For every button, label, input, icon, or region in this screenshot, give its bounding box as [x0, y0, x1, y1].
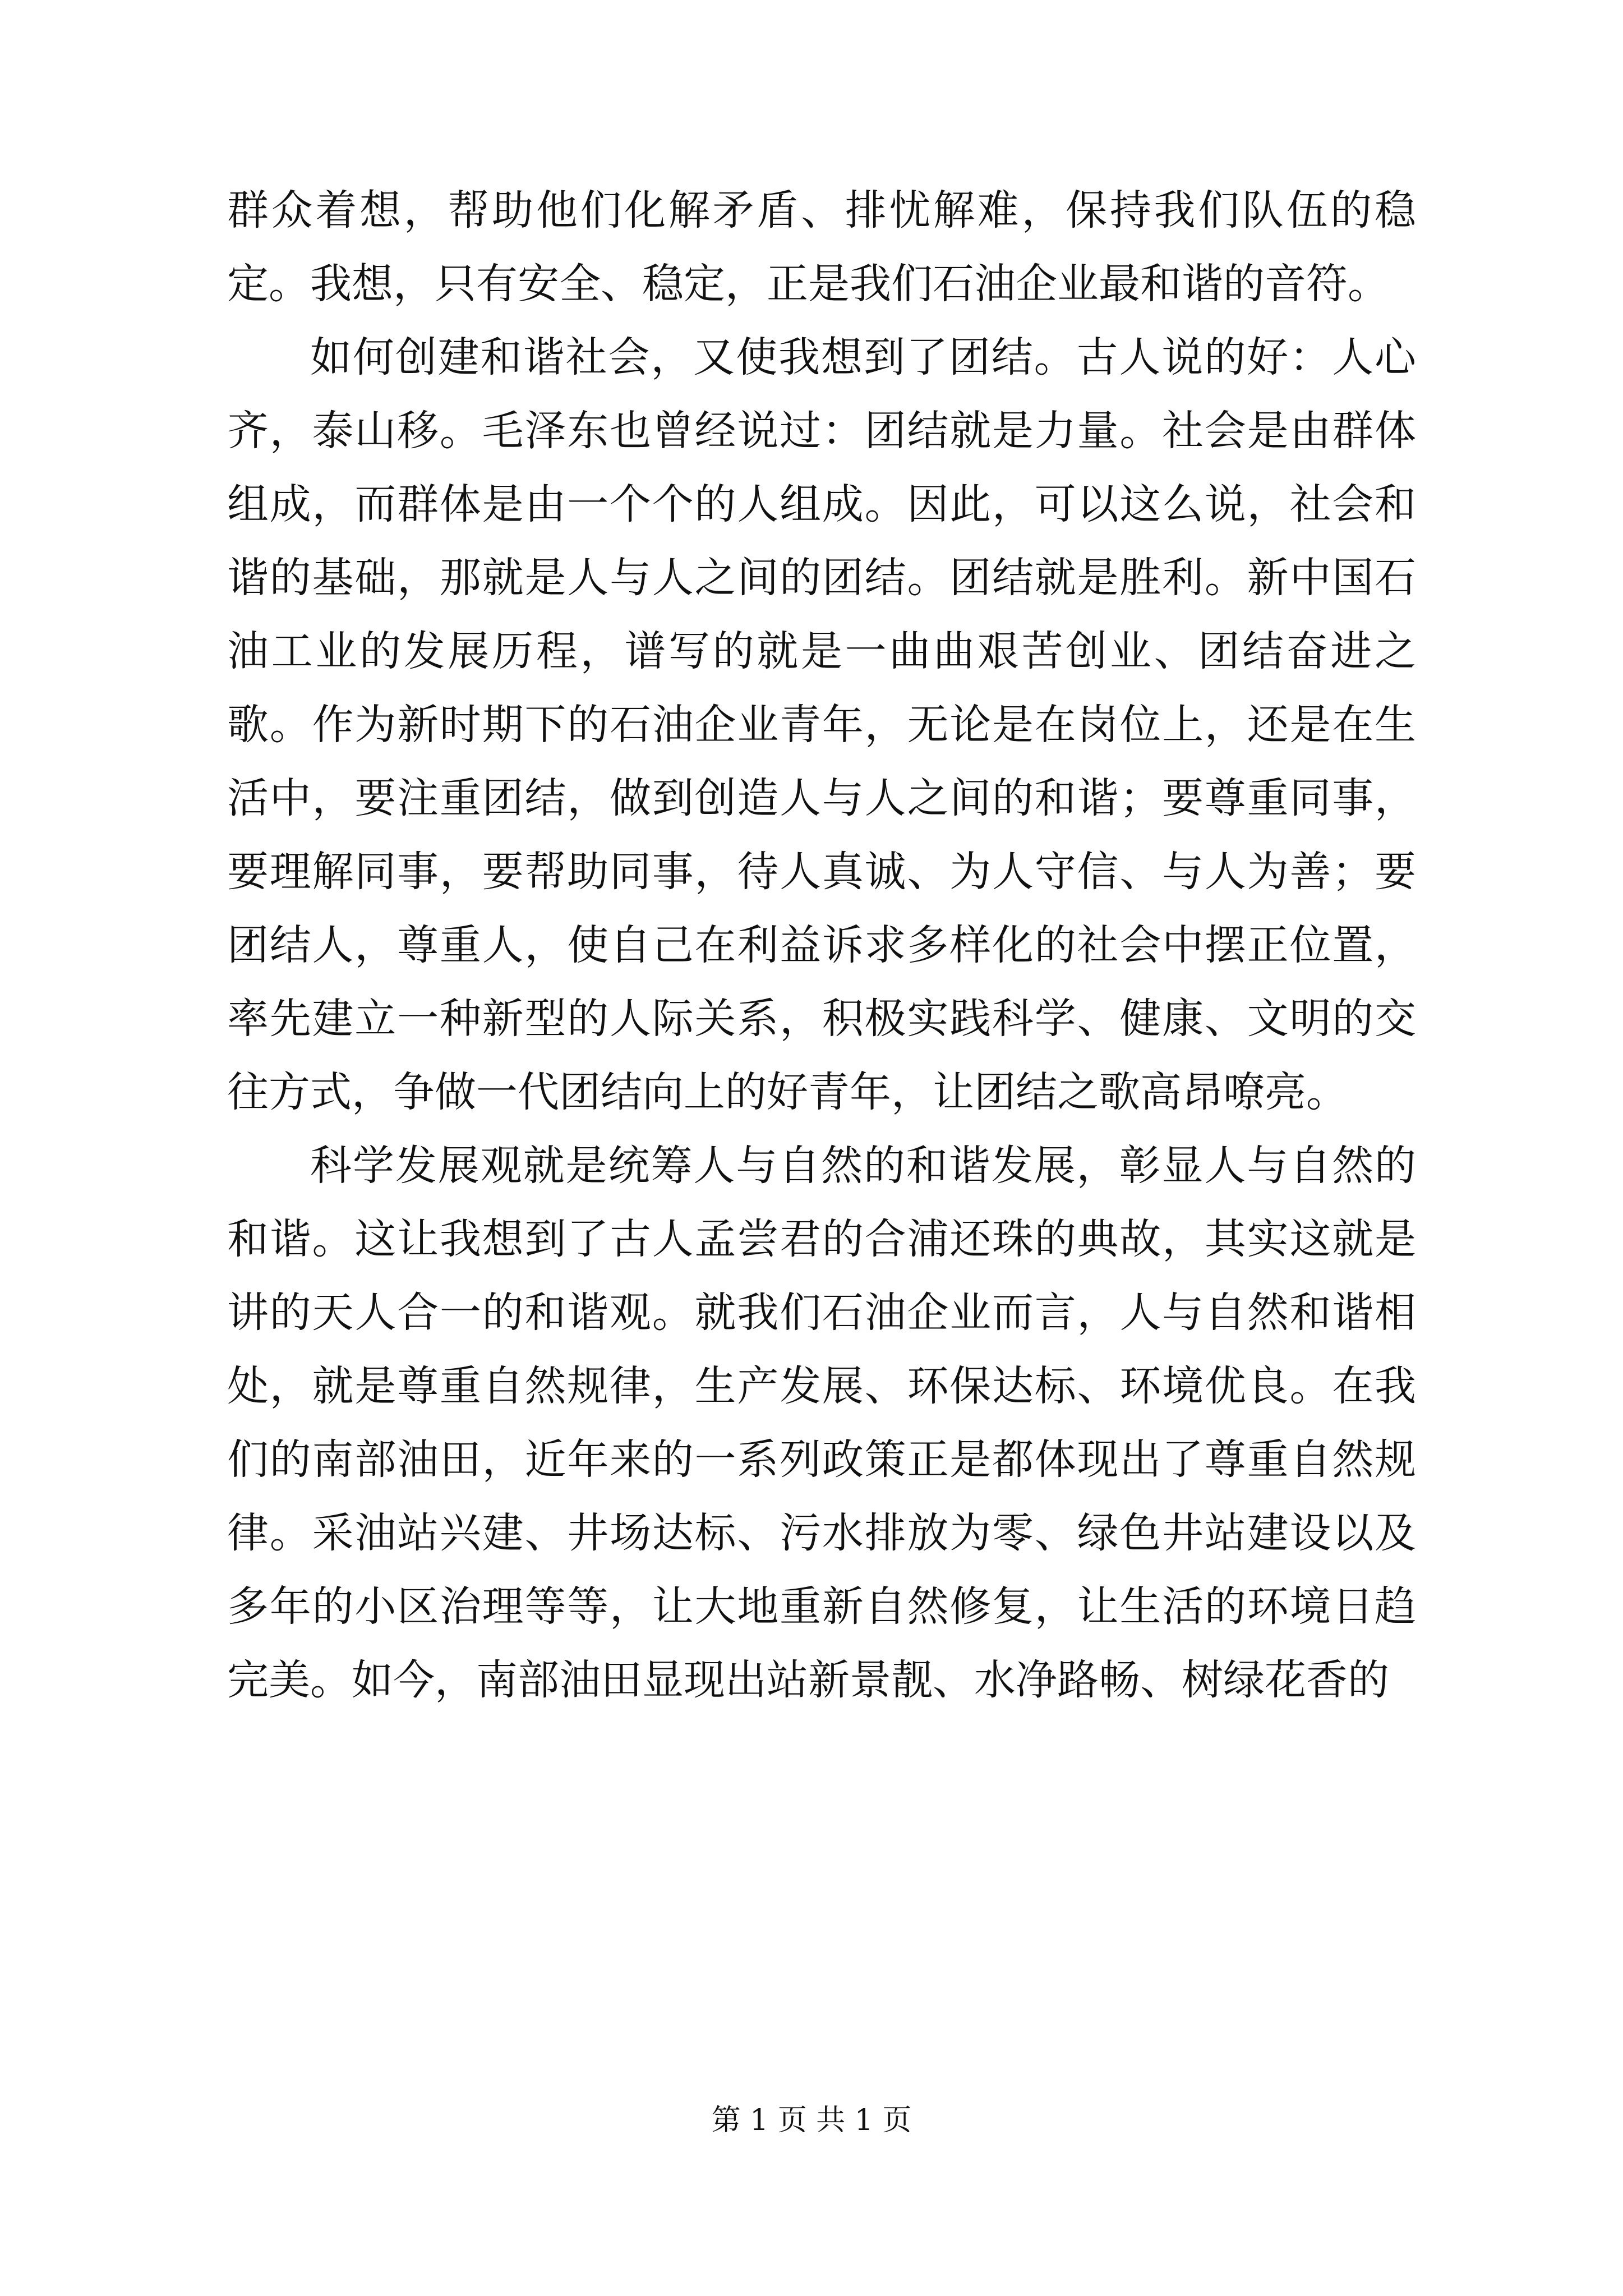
paragraph-3: 科学发展观就是统筹人与自然的和谐发展，彰显人与自然的和谐。这让我想到了古人孟尝君的合浦还珠的典故，其实这就是讲的天人合一的和谐观。就我们石油企业而言，人与自然和谐相处，就是尊重自然规律，生产发展、环保达标、环境优良。在我们的南部油田，近年来的一系列政策正是都体现出了尊重自然规律。采油站兴建、井场达标、污水排放为零、绿色井站建设以及多年的小区治理等等，让大地重新自然修复，让生活的环境日趋完美。如今，南部油田显现出站新景靓、水净路畅、树绿花香的	[227, 1142, 1416, 1704]
paragraph-1: 群众着想，帮助他们化解矛盾、排忧解难，保持我们队伍的稳定。我想，只有安全、稳定，正是我们石油企业最和谐的音符。	[227, 186, 1416, 308]
paragraph-2: 如何创建和谐社会，又使我想到了团结。古人说的好：人心齐，泰山移。毛泽东也曾经说过：团结就是力量。社会是由群体组成，而群体是由一个个的人组成。因此，可以这么说，社会和谐的基础，那就是人与人之间的团结。团结就是胜利。新中国石油工业的发展历程，谱写的就是一曲曲艰苦创业、团结奋进之歌。作为新时期下的石油企业青年，无论是在岗位上，还是在生活中，要注重团结，做到创造人与人之间的和谐；要尊重同事，要理解同事，要帮助同事，待人真诚、为人守信、与人为善；要团结人，尊重人，使自己在利益诉求多样化的社会中摆正位置，率先建立一种新型的人际关系，积极实践科学、健康、文明的交往方式，争做一代团结向上的好青年，让团结之歌高昂嘹亮。	[227, 333, 1416, 1116]
page-footer: 第 1 页 共 1 页	[711, 2104, 912, 2137]
body-text	[227, 174, 1416, 1717]
